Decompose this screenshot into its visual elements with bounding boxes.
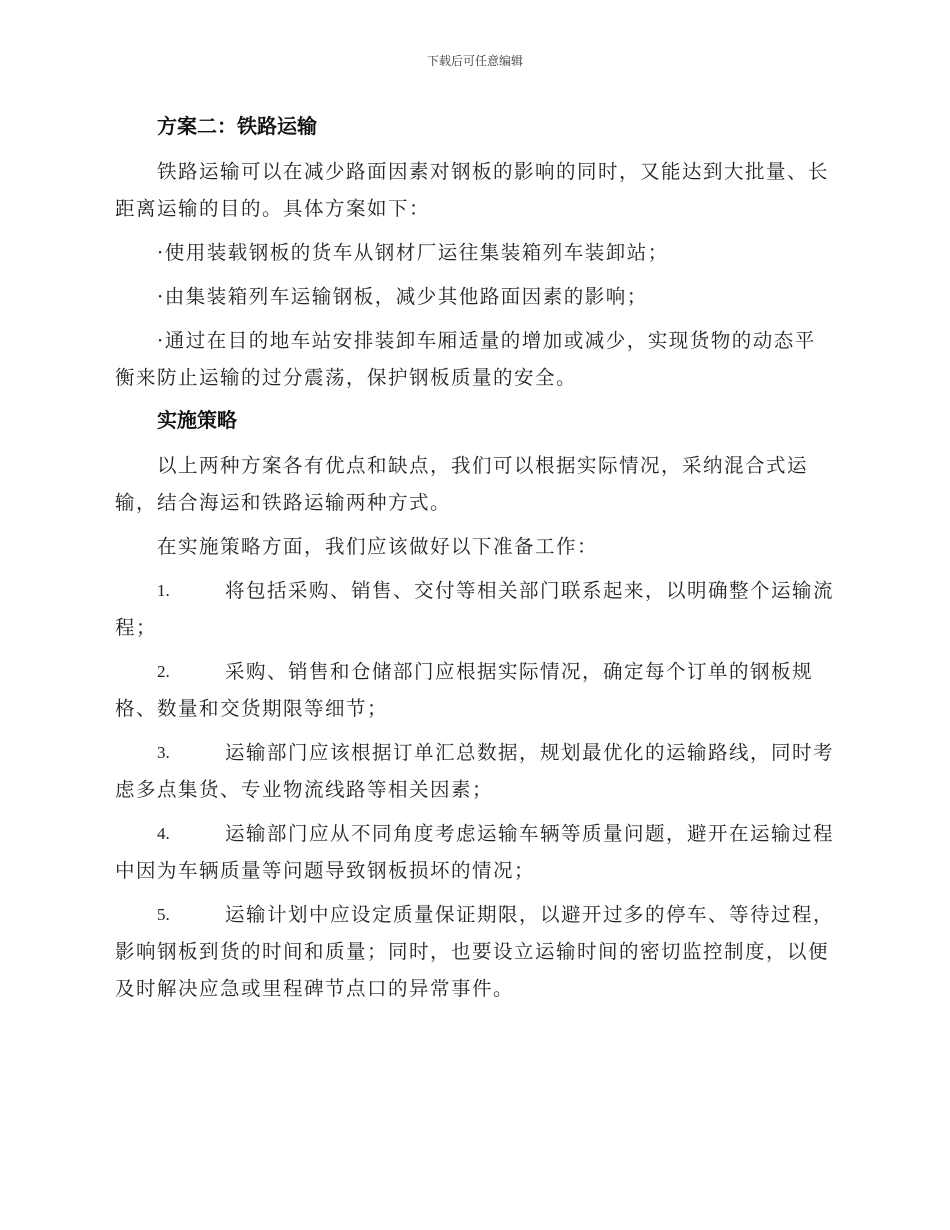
item-text: 运输部门应从不同角度考虑运输车辆等质量问题，避开在运输过程中因为车辆质量等问题导致钢板损坏的情况； [115,822,835,882]
item-text: 运输部门应该根据订单汇总数据，规划最优化的运输路线，同时考虑多点集货、专业物流线路等相关因素； [115,741,835,801]
section-heading-railway: 方案二：铁路运输 [157,114,317,138]
numbered-item [115,815,835,889]
item-text: 将包括采购、销售、交付等相关部门联系起来，以明确整个运输流程； [115,579,835,639]
bullet-item: ·由集装箱列车运输钢板，减少其他路面因素的影响； [157,285,648,308]
bullet-item: ·使用装载钢板的货车从钢材厂运往集装箱列车装卸站； [157,241,669,264]
section-heading-strategy: 实施策略 [157,408,237,432]
item-number: 3. [157,743,170,762]
item-number: 4. [157,824,170,843]
page-header: 下载后可任意编辑 [426,54,523,68]
numbered-item [115,572,835,646]
bullet-item: ·通过在目的地车站安排装卸车厢适量的增加或减少，实现货物的动态平衡来防止运输的过分震荡，保护钢板质量的安全。 [115,329,816,389]
railway-intro-paragraph: 铁路运输可以在减少路面因素对钢板的影响的同时，又能达到大批量、长距离运输的目的。具体方案如下： [115,160,830,220]
item-number: 2. [157,662,170,681]
numbered-item [115,896,835,1007]
strategy-paragraph: 在实施策略方面，我们应该做好以下准备工作： [157,535,599,558]
numbered-item [115,653,835,727]
strategy-paragraph: 以上两种方案各有优点和缺点，我们可以根据实际情况，采纳混合式运输，结合海运和铁路运输两种方式。 [115,454,809,514]
document-body [115,109,835,1014]
item-number: 5. [157,905,170,924]
numbered-item [115,734,835,808]
item-text: 采购、销售和仓储部门应根据实际情况，确定每个订单的钢板规格、数量和交货期限等细节； [115,660,814,720]
item-text: 运输计划中应设定质量保证期限，以避开过多的停车、等待过程，影响钢板到货的时间和质量；同时，也要设立运输时间的密切监控制度，以便及时解决应急或里程碑节点口的异常事件。 [115,903,835,1000]
item-number: 1. [157,581,170,600]
